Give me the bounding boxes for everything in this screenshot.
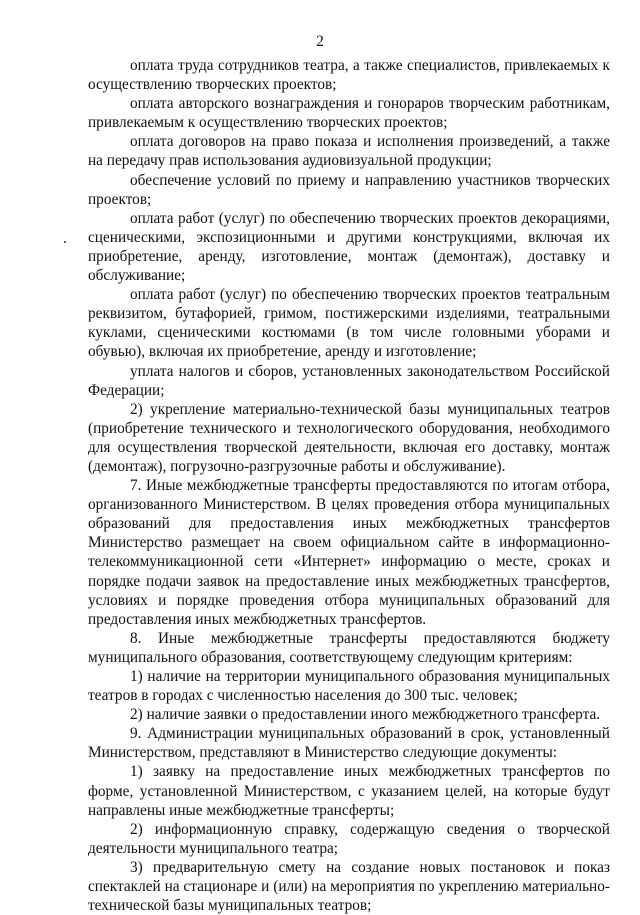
page-number: 2 [316, 33, 324, 50]
paragraph: оплата авторского вознаграждения и гонораров творческим работникам, привлекаемым к осуществлению творческих проектов; [88, 95, 610, 132]
paragraph: 7. Иные межбюджетные трансферты предоставляются по итогам отбора, организованного Министерством. В целях проведения отбора муниципальных образований для предоставления иных межбюджетных трансфертов Министерство размещает на своем официальном сайте в информационно-телекоммуникационной сети «Интернет» информацию о месте, сроках и порядке подачи заявок на предоставление иных межбюджетных трансфертов, условиях и порядке проведения отбора муниципальных образований для предоставления иных межбюджетных трансфертов. [88, 477, 610, 628]
paragraph: оплата труда сотрудников театра, а также специалистов, привлекаемых к осуществлению творческих проектов; [88, 57, 610, 94]
paragraph: 1) заявку на предоставление иных межбюджетных трансфертов по форме, установленной Министерством, с указанием целей, на которые будут направлены иные межбюджетные трансферты; [88, 763, 610, 819]
paragraph: 8. Иные межбюджетные трансферты предоставляются бюджету муниципального образования, соответствующему следующим критериям: [88, 629, 610, 666]
paragraph: оплата работ (услуг) по обеспечению творческих проектов декорациями, сценическими, экспозиционными и другими конструкциями, включая их приобретение, аренду, изготовление, монтаж (демонтаж), доставку и обслуживание; [88, 209, 610, 285]
paragraph: 2) укрепление материально-технической базы муниципальных театров (приобретение технического и технологического оборудования, необходимого для осуществления творческой деятельности, включая его доставку, монтаж (демонтаж), погрузочно-разгрузочные работы и обслуживание). [88, 400, 610, 475]
paragraph: 2) информационную справку, содержащую сведения о творческой деятельности муниципального театра; [88, 820, 610, 857]
paragraph: обеспечение условий по приему и направлению участников творческих проектов; [88, 171, 610, 208]
paragraph: 2) наличие заявки о предоставлении иного межбюджетного трансферта. [130, 706, 601, 724]
margin-mark [64, 241, 66, 243]
paragraph: 1) наличие на территории муниципального образования муниципальных театров в городах с численностью населения до 300 тыс. человек; [88, 668, 610, 705]
document-body [88, 56, 610, 915]
paragraph: уплата налогов и сборов, установленных законодательством Российской Федерации; [88, 362, 610, 399]
paragraph: 9. Администрации муниципальных образований в срок, установленный Министерством, представляют в Министерство следующие документы: [88, 725, 610, 762]
paragraph: оплата работ (услуг) по обеспечению творческих проектов театральным реквизитом, бутафорией, гримом, постижерскими изделиями, театральными куклами, сценическими костюмами (в том числе головными уборами и обувью), включая их приобретение, аренду и изготовление; [88, 286, 610, 361]
paragraph: оплата договоров на право показа и исполнения произведений, а также на передачу прав использования аудиовизуальной продукции; [88, 133, 610, 170]
paragraph: 3) предварительную смету на создание новых постановок и показ спектаклей на стационаре и (или) на мероприятия по укреплению материально-технической базы муниципальных театров; [88, 858, 610, 915]
